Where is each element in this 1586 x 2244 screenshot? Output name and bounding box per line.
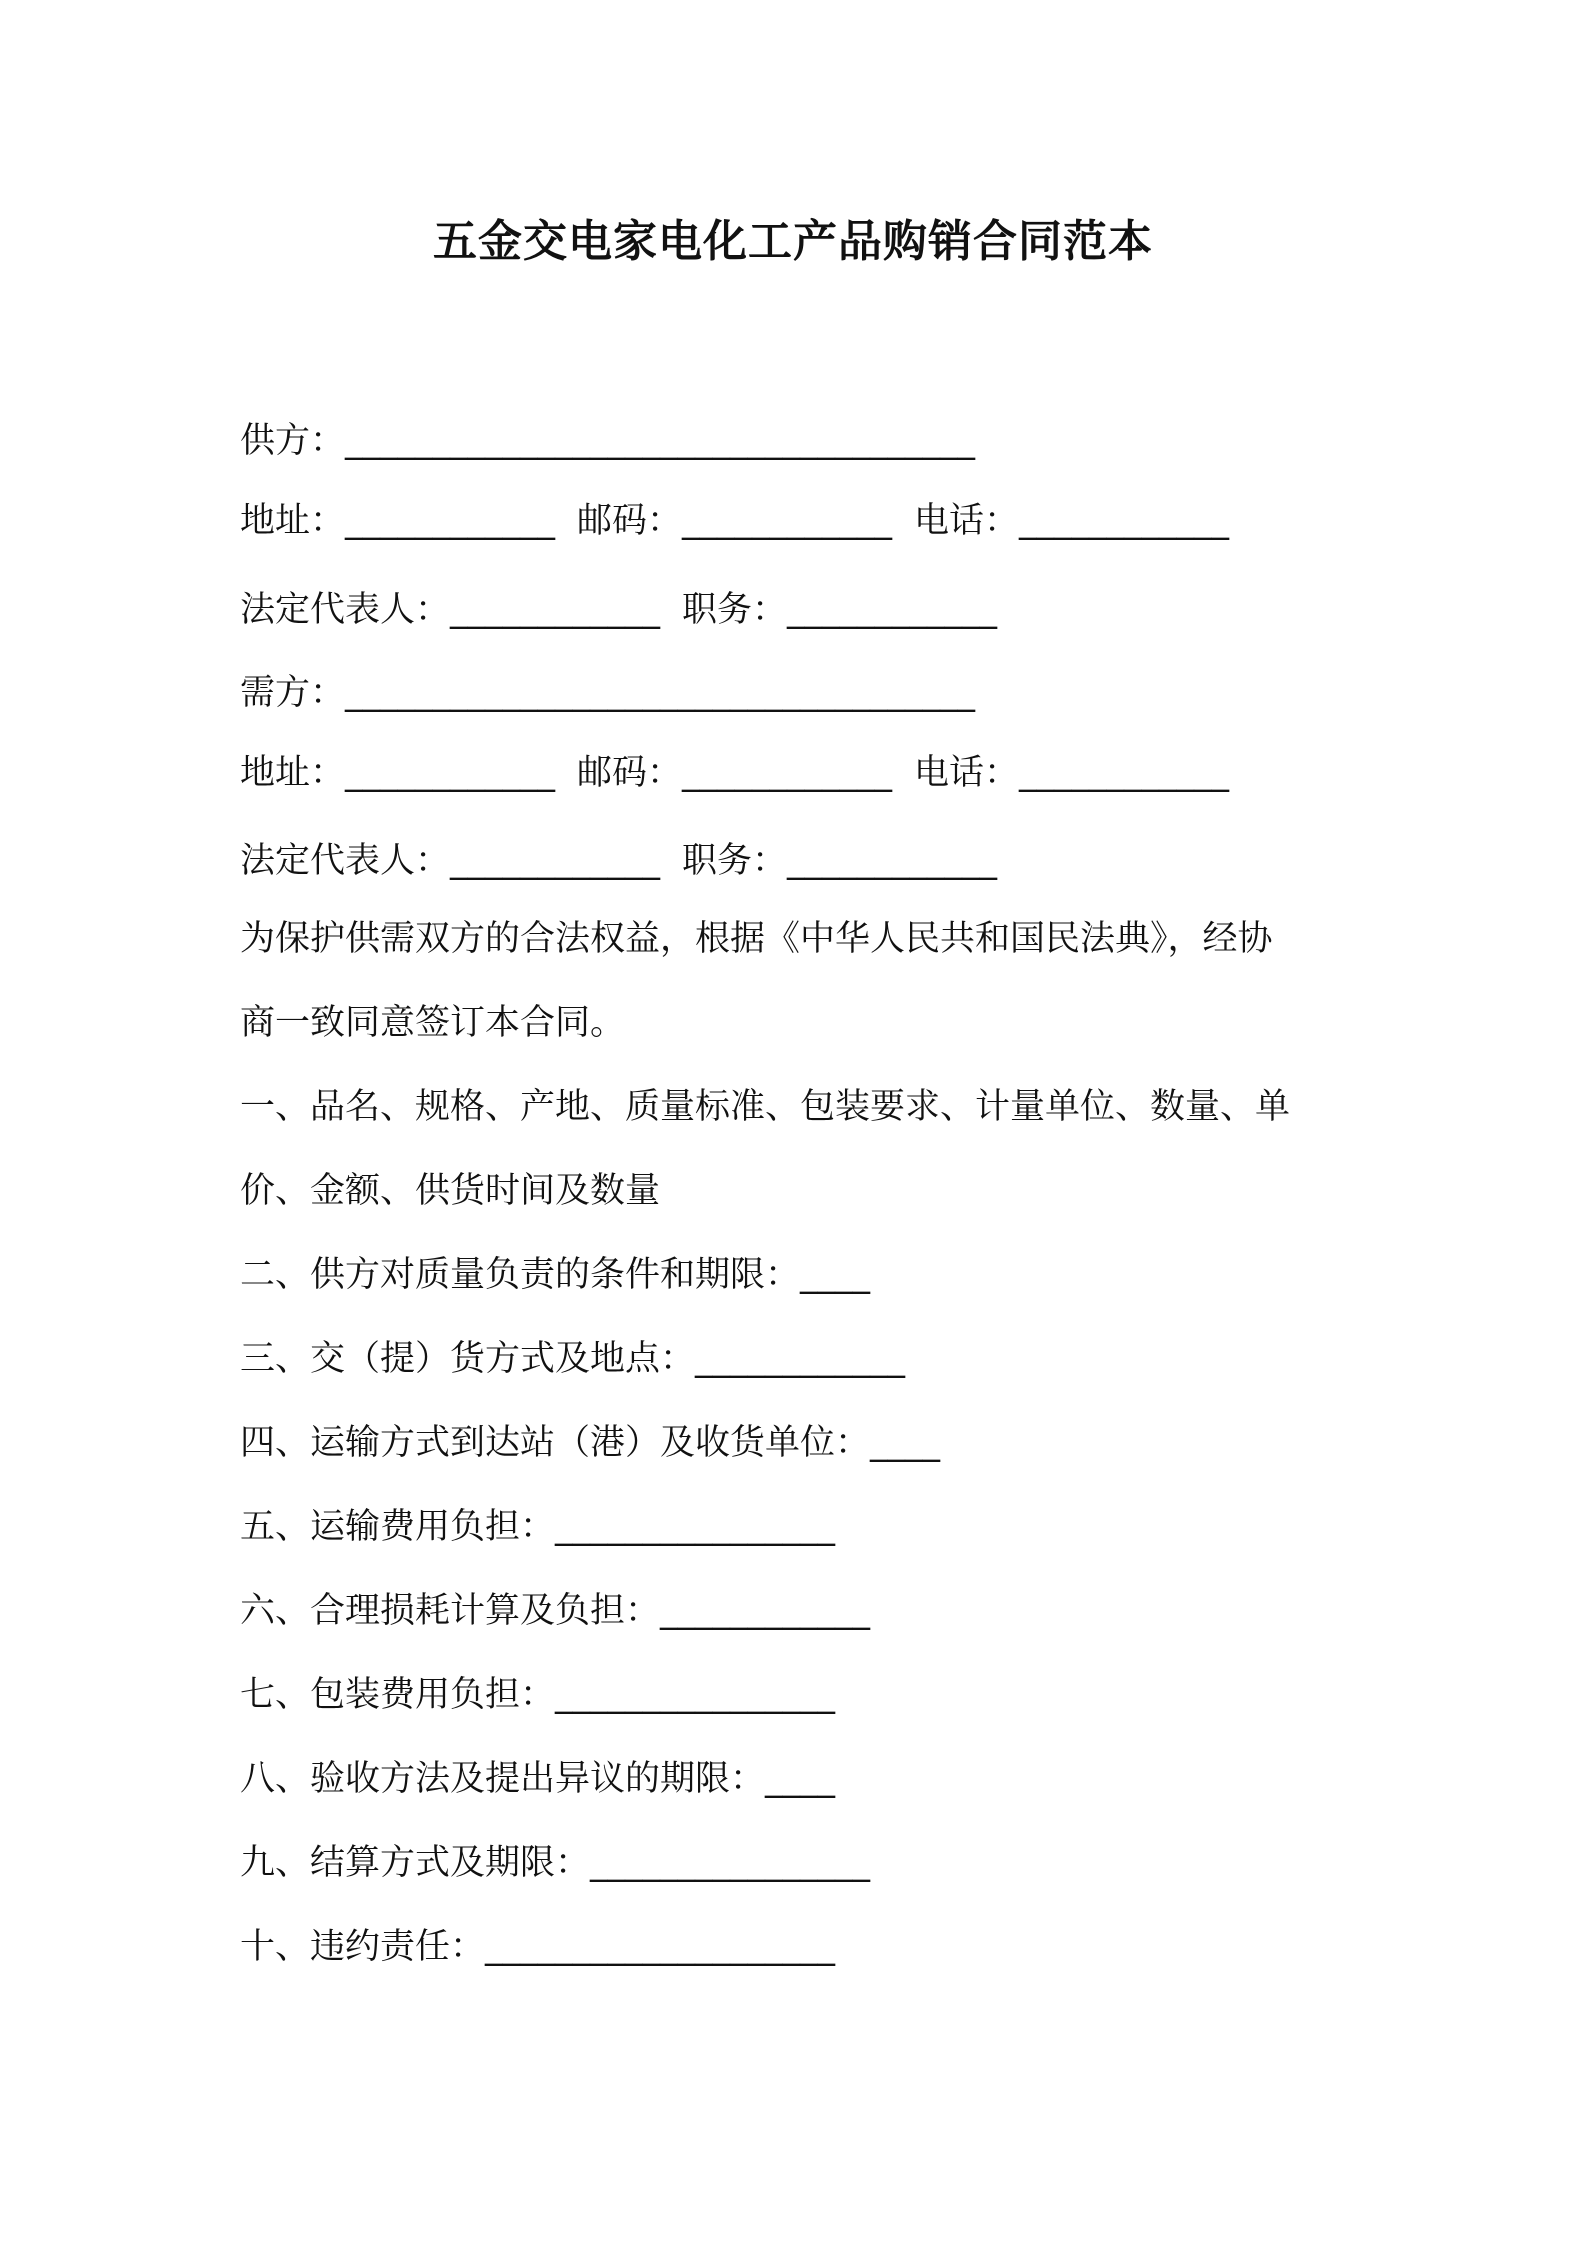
clause-2: 二、供方对质量负责的条件和期限：____: [240, 1255, 871, 1295]
buyer-rep-line: [240, 836, 997, 886]
buyer-position-field: 职务：____________: [682, 841, 998, 881]
clause-1-line-2: 价、金额、供货时间及数量: [240, 1171, 661, 1211]
clause-8: 八、验收方法及提出异议的期限：____: [240, 1759, 836, 1799]
buyer-address-field: 地址：____________: [240, 753, 556, 793]
supplier-position-field: 职务：____________: [682, 590, 998, 630]
clause-4: 四、运输方式到达站（港）及收货单位：____: [240, 1423, 941, 1463]
buyer-phone-field: 电话：____________: [914, 753, 1230, 793]
preamble-line-2: 商一致同意签订本合同。: [240, 1003, 626, 1043]
clause-1-line-1: 一、品名、规格、产地、质量标准、包装要求、计量单位、数量、单: [240, 1087, 1291, 1127]
supplier-address-field: 地址：____________: [240, 501, 556, 541]
buyer-postcode-field: 邮码：____________: [577, 753, 893, 793]
buyer-contact-line: [240, 748, 1229, 798]
clause-7: 七、包装费用负担：________________: [240, 1675, 836, 1715]
preamble-line-1: 为保护供需双方的合法权益，根据《中华人民共和国民法典》，经协: [240, 919, 1273, 959]
supplier-legal-rep-field: 法定代表人：____________: [240, 590, 661, 630]
clause-5: 五、运输费用负担：________________: [240, 1507, 836, 1547]
supplier-postcode-field: 邮码：____________: [577, 501, 893, 541]
supplier-line: [240, 416, 975, 466]
document-title: 五金交电家电化工产品购销合同范本: [433, 216, 1153, 267]
supplier-rep-line: [240, 585, 997, 635]
buyer-line: [240, 668, 975, 718]
buyer-legal-rep-field: 法定代表人：____________: [240, 841, 661, 881]
clause-10: 十、违约责任：____________________: [240, 1927, 836, 1967]
supplier-phone-field: 电话：____________: [914, 501, 1230, 541]
clause-3: 三、交（提）货方式及地点：____________: [240, 1339, 906, 1379]
supplier-contact-line: [240, 496, 1229, 546]
supplier-party-field: 供方：____________________________________: [240, 421, 976, 461]
buyer-party-field: 需方：____________________________________: [240, 673, 976, 713]
clause-9: 九、结算方式及期限：________________: [240, 1843, 871, 1883]
clause-6: 六、合理损耗计算及负担：____________: [240, 1591, 871, 1631]
